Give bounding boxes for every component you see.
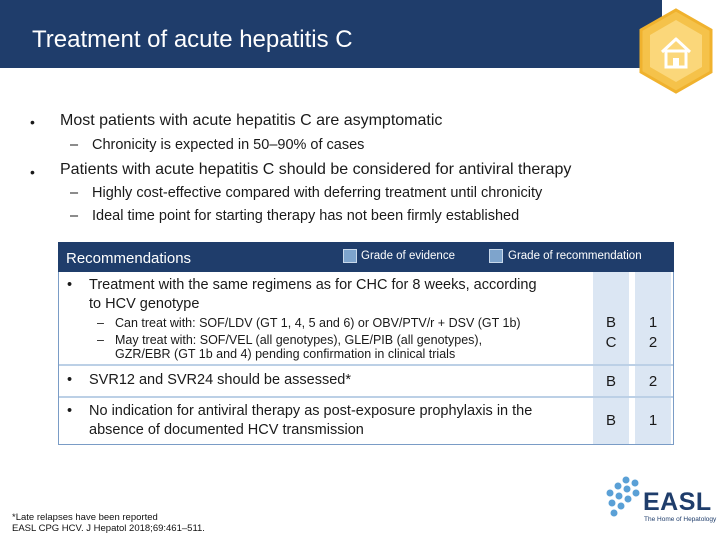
rec-2-recommendation: 2 [648,373,658,390]
recommendations-title: Recommendations [66,250,192,267]
dash: – [70,137,79,153]
recommendations-header [58,242,674,272]
bullet-2-marker: • [30,164,35,180]
bullet-1-sub-1-text: Chronicity is expected in 50–90% of cases [92,137,365,153]
recommendation-legend-label: Grade of recommendation [508,250,642,262]
footnote-citation: EASL CPG HCV. J Hepatol 2018;69:461–511. [12,523,205,534]
evidence-legend-label: Grade of evidence [361,250,455,262]
rec-1-sub-2-line-1: May treat with: SOF/VEL (all genotypes), GLE/PIB (all genotypes), [115,333,483,347]
bullet-1-sub-1 [70,137,364,153]
row-divider [59,396,673,398]
rec-1-line-1: Treatment with the same regimens as for CHC for 8 weeks, according [89,277,537,293]
rec-1-evidence-1: B [605,314,616,331]
easl-logo-text: EASL [643,488,712,516]
rec-3-recommendation: 1 [648,412,658,429]
easl-tagline: The Home of Hepatology [644,516,717,523]
evidence-legend-swatch [343,249,357,263]
rec-2-evidence: B [605,373,616,390]
rec-1-bullet: • [67,277,73,293]
bullet-1-text: Most patients with acute hepatitis C are asymptomatic [60,112,443,129]
rec-1-sub-1 [97,316,521,330]
dash: – [70,185,79,201]
rec-2-text: SVR12 and SVR24 should be assessed* [89,372,351,388]
bullet-2-text: Patients with acute hepatitis C should be considered for antiviral therapy [60,161,572,178]
slide-title: Treatment of acute hepatitis C [32,26,353,53]
rec-1-sub-1-text: Can treat with: SOF/LDV (GT 1, 4, 5 and 6) or OBV/PTV/r + DSV (GT 1b) [115,316,521,330]
rec-3-text [89,402,532,440]
rec-1-sub-2 [97,333,482,361]
rec-1-recommendation-1: 1 [648,314,658,331]
rec-1-line-2: to HCV genotype [89,296,200,312]
rec-3-bullet: • [67,403,73,419]
dash: – [97,333,104,347]
rec-1-sub-2-line-2: GZR/EBR (GT 1b and 4) pending confirmation in clinical trials [115,347,456,361]
home-button[interactable] [638,8,714,94]
footnote-relapse: *Late relapses have been reported [12,512,158,523]
bullet-2-sub-2-text: Ideal time point for starting therapy has not been firmly established [92,208,520,224]
rec-2-bullet: • [67,372,73,388]
row-divider [59,364,673,366]
rec-3-line-2: absence of documented HCV transmission [89,422,364,438]
bullet-2-sub-1-text: Highly cost-effective compared with deferring treatment until chronicity [92,185,543,201]
bullet-2-sub-1 [70,185,542,201]
easl-dots-icon [604,474,644,522]
bullet-1-marker: • [30,114,35,130]
rec-3-line-1: No indication for antiviral therapy as post-exposure prophylaxis in the [89,403,533,419]
title-bar [0,0,662,68]
rec-1-text [89,276,537,314]
dash: – [97,316,104,330]
rec-1-recommendation-2: 2 [648,334,658,351]
rec-1-evidence-2: C [605,334,617,351]
bullet-2-sub-2 [70,208,519,224]
recommendation-legend-swatch [489,249,503,263]
recommendations-table [58,272,674,445]
rec-3-evidence: B [605,412,616,429]
dash: – [70,208,79,224]
